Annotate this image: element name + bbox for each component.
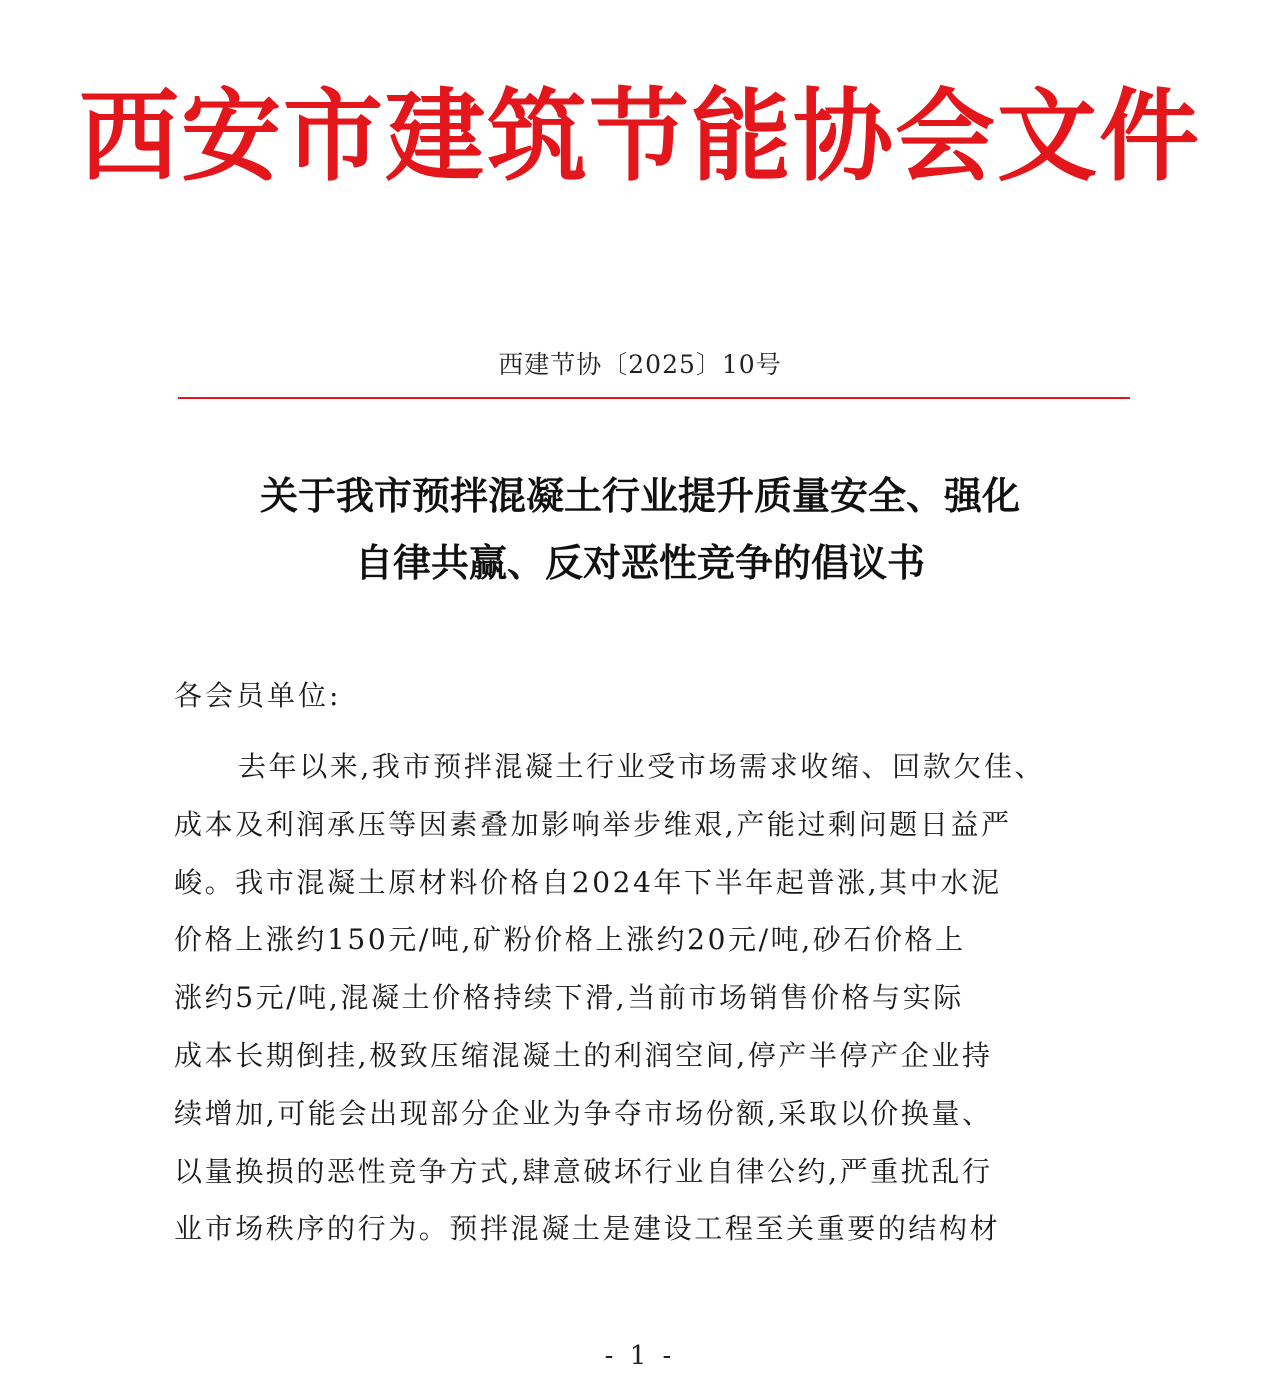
document-number: 西建节协〔2025〕10号 [498,350,782,379]
body-line: 峻。我市混凝土原材料价格自2024年下半年起普涨,其中水泥 [174,865,1002,899]
document-title-line-1: 关于我市预拌混凝土行业提升质量安全、强化 [259,473,1020,518]
body-line: 价格上涨约150元/吨,矿粉价格上涨约20元/吨,砂石价格上 [174,923,966,957]
body-line: 业市场秩序的行为。预拌混凝土是建设工程至关重要的结构材 [174,1212,1001,1246]
body-line: 成本长期倒挂,极致压缩混凝土的利润空间,停产半停产企业持 [174,1038,993,1072]
body-line: 去年以来,我市预拌混凝土行业受市场需求收缩、回款欠佳、 [238,750,1046,783]
body-line: 涨约5元/吨,混凝土价格持续下滑,当前市场销售价格与实际 [174,981,964,1015]
body-line: 续增加,可能会出现部分企业为争夺市场份额,采取以价换量、 [174,1096,993,1130]
red-divider-line [178,397,1130,399]
issuer-header-title: 西安市建筑节能协会文件 [79,78,1201,195]
document-title-line-2: 自律共赢、反对恶性竞争的倡议书 [354,540,925,585]
document-title [150,462,1130,596]
body-paragraph [174,738,1124,1258]
page-number: - 1 - [604,1341,676,1371]
body-line: 以量换损的恶性竞争方式,肆意破坏行业自律公约,严重扰乱行 [174,1154,993,1188]
body-line: 成本及利润承压等因素叠加影响举步维艰,产能过剩问题日益严 [174,807,1012,841]
salutation: 各会员单位: [174,679,342,712]
